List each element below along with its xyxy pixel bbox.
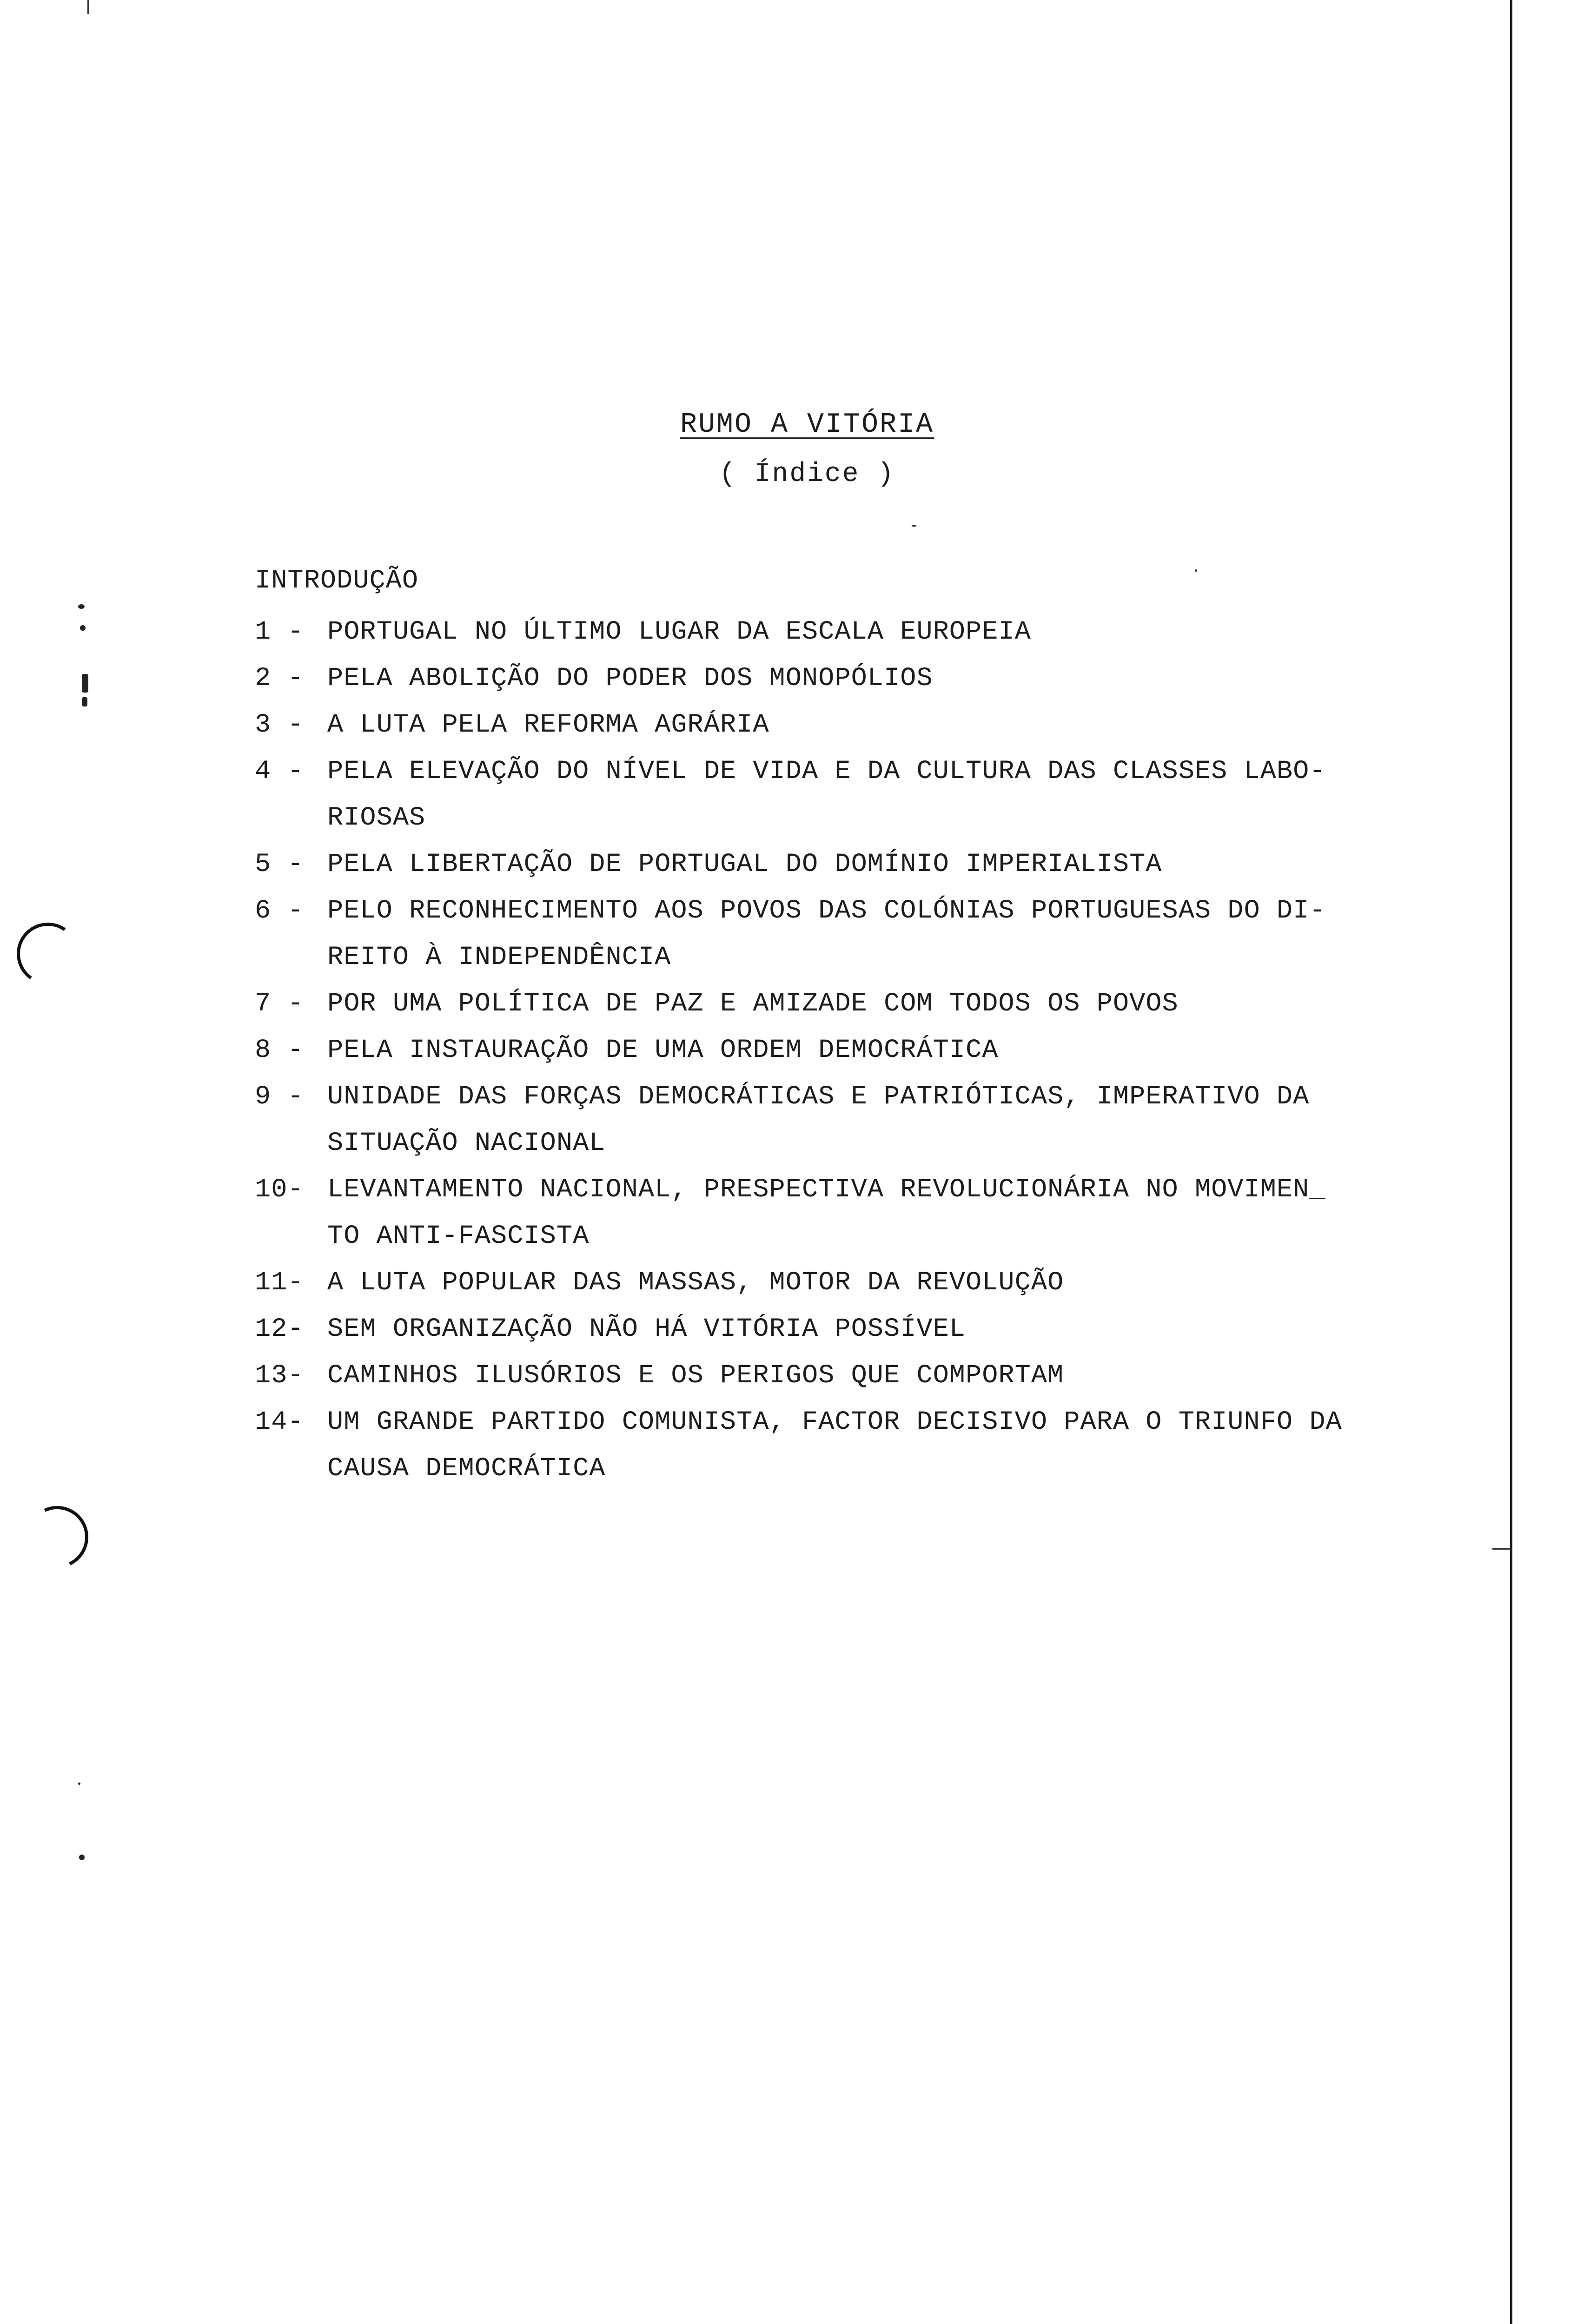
scan-top-tick xyxy=(87,0,89,14)
toc-entry-text: CAMINHOS ILUSÓRIOS E OS PERIGOS QUE COMPORTAM xyxy=(327,1361,1064,1391)
toc-entry xyxy=(255,1027,1491,1074)
toc-entry-text: SEM ORGANIZAÇÃO NÃO HÁ VITÓRIA POSSÍVEL xyxy=(327,1314,966,1344)
toc-entry xyxy=(255,609,1491,655)
scan-speck xyxy=(78,604,85,609)
toc-entry-number: 11- xyxy=(255,1268,304,1298)
scan-side-tick xyxy=(1492,1548,1511,1550)
scan-right-edge-line xyxy=(1510,0,1512,2324)
toc-entry xyxy=(255,841,1491,888)
toc-entry-number: 14- xyxy=(255,1407,304,1437)
scan-speck xyxy=(911,525,917,527)
toc-entry xyxy=(255,655,1491,702)
toc-entry-text: UNIDADE DAS FORÇAS DEMOCRÁTICAS E PATRIÓTICAS, IMPERATIVO DA SITUAÇÃO NACIONAL xyxy=(327,1082,1310,1158)
toc-entry-number: 9 - xyxy=(255,1082,304,1112)
toc-entry xyxy=(255,1074,1491,1167)
scan-speck xyxy=(82,674,88,693)
toc-entry-text: A LUTA PELA REFORMA AGRÁRIA xyxy=(327,710,769,740)
toc-entry-number: 13- xyxy=(255,1361,304,1391)
scan-speck xyxy=(80,625,86,631)
toc-entry xyxy=(255,1353,1491,1399)
toc-entry-text: PELA ELEVAÇÃO DO NÍVEL DE VIDA E DA CULTURA DAS CLASSES LABO- RIOSAS xyxy=(327,757,1326,833)
toc-entry xyxy=(255,748,1491,841)
document-subtitle: ( Índice ) xyxy=(719,459,895,489)
toc-entry-number: 1 - xyxy=(255,617,304,647)
toc-entry-text: PELO RECONHECIMENTO AOS POVOS DAS COLÓNIAS PORTUGUESAS DO DI- REITO À INDEPENDÊNCIA xyxy=(327,896,1326,972)
toc-entry-number: 5 - xyxy=(255,850,304,879)
toc-entry xyxy=(255,981,1491,1027)
toc-entry xyxy=(255,888,1491,981)
toc-entry-text: UM GRANDE PARTIDO COMUNISTA, FACTOR DECISIVO PARA O TRIUNFO DA CAUSA DEMOCRÁTICA xyxy=(327,1407,1342,1484)
table-of-contents xyxy=(255,558,1491,1492)
toc-entry xyxy=(255,1399,1491,1492)
toc-entry xyxy=(255,1260,1491,1306)
toc-entry-number: 7 - xyxy=(255,989,304,1019)
toc-entry-text: A LUTA POPULAR DAS MASSAS, MOTOR DA REVOLUÇÃO xyxy=(327,1268,1064,1298)
document-title: RUMO A VITÓRIA xyxy=(680,409,934,441)
toc-entry-number: 12- xyxy=(255,1314,304,1344)
toc-entry xyxy=(255,1306,1491,1353)
toc-intro: INTRODUÇÃO xyxy=(255,566,419,596)
toc-entry xyxy=(255,1167,1491,1260)
scan-speck xyxy=(78,1783,80,1785)
toc-entry-text: PELA INSTAURAÇÃO DE UMA ORDEM DEMOCRÁTICA xyxy=(327,1036,999,1065)
scan-speck xyxy=(79,1855,85,1860)
toc-entry-text: PELA LIBERTAÇÃO DE PORTUGAL DO DOMÍNIO IMPERIALISTA xyxy=(327,850,1162,879)
toc-entry xyxy=(255,702,1491,748)
toc-entry-text: LEVANTAMENTO NACIONAL, PRESPECTIVA REVOLUCIONÁRIA NO MOVIMEN_ TO ANTI-FASCISTA xyxy=(327,1175,1326,1251)
toc-entry-text: PORTUGAL NO ÚLTIMO LUGAR DA ESCALA EUROPEIA xyxy=(327,617,1031,647)
toc-entry-number: 6 - xyxy=(255,896,304,926)
toc-entry-number: 3 - xyxy=(255,710,304,740)
punch-hole-mark-lower xyxy=(17,1497,97,1577)
punch-hole-mark-upper xyxy=(12,918,84,990)
toc-entry-number: 2 - xyxy=(255,664,304,693)
toc-entry-text: POR UMA POLÍTICA DE PAZ E AMIZADE COM TODOS OS POVOS xyxy=(327,989,1179,1019)
toc-entry-number: 10- xyxy=(255,1175,304,1205)
scan-speck xyxy=(82,697,87,706)
toc-entry-number: 4 - xyxy=(255,757,304,786)
toc-entry-text: PELA ABOLIÇÃO DO PODER DOS MONOPÓLIOS xyxy=(327,664,933,693)
title-block xyxy=(0,409,1577,489)
toc-entry-number: 8 - xyxy=(255,1036,304,1065)
